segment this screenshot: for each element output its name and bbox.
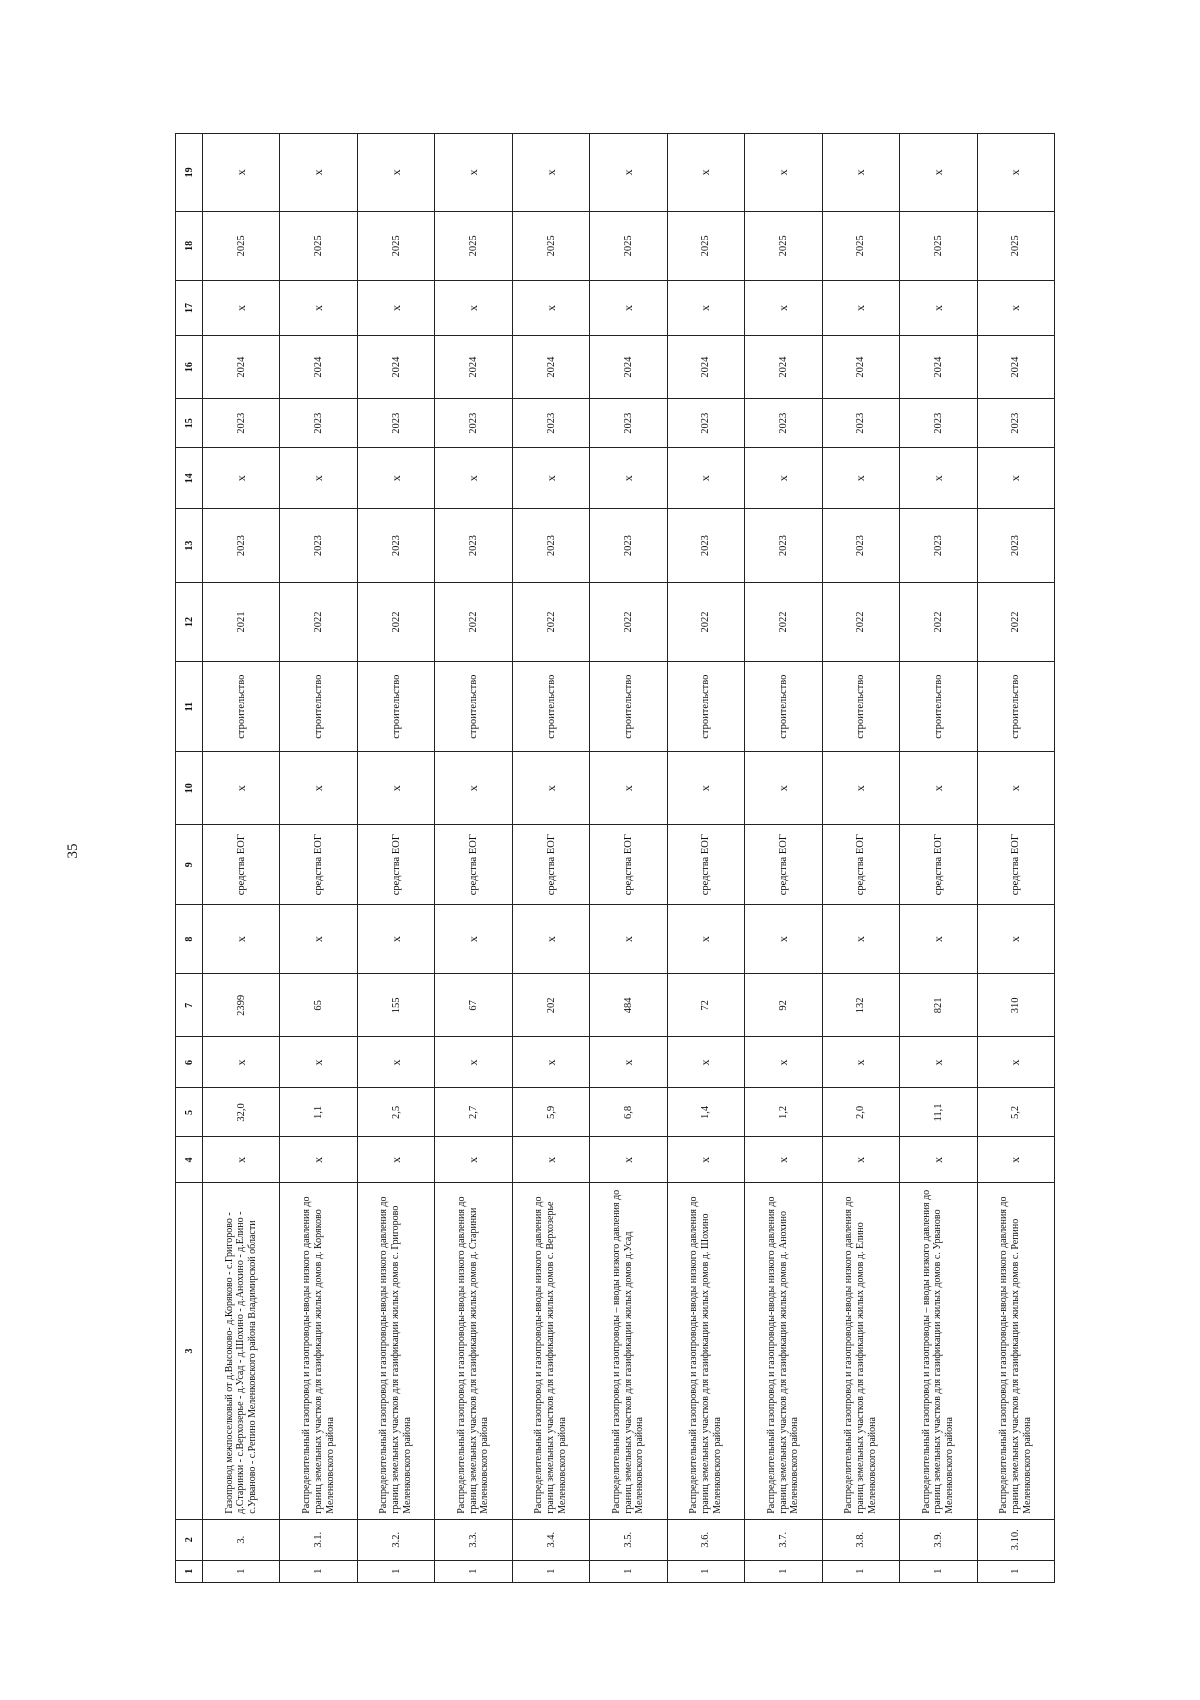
table-row — [435, 134, 512, 1583]
table-row — [745, 134, 822, 1583]
table-cell-col-1: 1 — [977, 1560, 1054, 1582]
table-cell-col-6: x — [203, 1037, 280, 1088]
table-cell-col-16: 2024 — [977, 336, 1054, 399]
table-row — [667, 134, 744, 1583]
column-number-11: 11 — [176, 662, 203, 752]
table-cell-col-6: x — [900, 1037, 977, 1088]
table-cell-col-8: x — [357, 904, 434, 973]
table-cell-col-5: 2,0 — [822, 1088, 899, 1137]
table-cell-col-14: x — [280, 448, 357, 509]
table-cell-col-19: x — [435, 134, 512, 212]
column-number-8: 8 — [176, 904, 203, 973]
column-number-17: 17 — [176, 280, 203, 335]
table-cell-col-10: x — [745, 752, 822, 825]
table-cell-col-1: 1 — [822, 1560, 899, 1582]
table-cell-col-19: x — [590, 134, 667, 212]
object-description-cell: Газопровод межпоселковый от д.Высоково- д.Коряково - с.Григорово - д.Старинки - с.Верхозерье - д.Усад - д.Шохино - д.Анохино - д.Елино - с.Урваново - с.Репино Меленковского района Владимирской области — [203, 1183, 280, 1520]
table-cell-col-16: 2024 — [512, 336, 589, 399]
table-cell-col-5: 1,1 — [280, 1088, 357, 1137]
table-cell-col-8: x — [203, 904, 280, 973]
page-number: 35 — [65, 843, 81, 859]
table-cell-col-14: x — [512, 448, 589, 509]
table-cell-col-18: 2025 — [280, 211, 357, 280]
table-cell-col-11: строительство — [512, 662, 589, 752]
table-cell-col-2: 3.2. — [357, 1519, 434, 1560]
table-cell-col-4: x — [822, 1137, 899, 1183]
table-cell-col-5: 1,4 — [667, 1088, 744, 1137]
table-cell-col-5: 6,8 — [590, 1088, 667, 1137]
column-number-7: 7 — [176, 974, 203, 1037]
table-cell-col-15: 2023 — [745, 399, 822, 448]
table-cell-col-4: x — [590, 1137, 667, 1183]
table-cell-col-17: x — [745, 280, 822, 335]
column-number-4: 4 — [176, 1137, 203, 1183]
table-cell-col-11: строительство — [280, 662, 357, 752]
table-cell-col-12: 2022 — [667, 582, 744, 662]
table-cell-col-8: x — [590, 904, 667, 973]
table-cell-col-2: 3.3. — [435, 1519, 512, 1560]
table-cell-col-12: 2022 — [590, 582, 667, 662]
table-cell-col-13: 2023 — [512, 509, 589, 582]
table-cell-col-16: 2024 — [280, 336, 357, 399]
table-cell-col-12: 2022 — [357, 582, 434, 662]
table-cell-col-8: x — [280, 904, 357, 973]
table-cell-col-14: x — [822, 448, 899, 509]
table-cell-col-14: x — [977, 448, 1054, 509]
object-description-cell: Распределительный газопровод и газопроводы-вводы низкого давления до границ земельных участков для газификации жилых домов с. Репино Меленковского района — [977, 1183, 1054, 1520]
table-cell-col-9: средства ЕОГ — [822, 825, 899, 905]
table-cell-col-13: 2023 — [822, 509, 899, 582]
table-cell-col-11: строительство — [900, 662, 977, 752]
table-cell-col-4: x — [357, 1137, 434, 1183]
table-cell-col-1: 1 — [357, 1560, 434, 1582]
object-description-cell: Распределительный газопровод и газопроводы-вводы низкого давления до границ земельных участков для газификации жилых домов д. Старинки Меленковского района — [435, 1183, 512, 1520]
table-cell-col-10: x — [900, 752, 977, 825]
table-cell-col-19: x — [512, 134, 589, 212]
table-cell-col-18: 2025 — [900, 211, 977, 280]
table-cell-col-4: x — [203, 1137, 280, 1183]
column-number-6: 6 — [176, 1037, 203, 1088]
table-cell-col-4: x — [900, 1137, 977, 1183]
table-cell-col-18: 2025 — [512, 211, 589, 280]
table-cell-col-4: x — [435, 1137, 512, 1183]
table-cell-col-14: x — [900, 448, 977, 509]
table-cell-col-9: средства ЕОГ — [203, 825, 280, 905]
table-cell-col-2: 3.10. — [977, 1519, 1054, 1560]
table-cell-col-13: 2023 — [900, 509, 977, 582]
table-cell-col-7: 67 — [435, 974, 512, 1037]
table-cell-col-9: средства ЕОГ — [357, 825, 434, 905]
table-cell-col-15: 2023 — [280, 399, 357, 448]
table-cell-col-9: средства ЕОГ — [280, 825, 357, 905]
table-cell-col-18: 2025 — [667, 211, 744, 280]
table-row — [590, 134, 667, 1583]
table-cell-col-14: x — [435, 448, 512, 509]
table-cell-col-1: 1 — [280, 1560, 357, 1582]
table-cell-col-6: x — [745, 1037, 822, 1088]
table-cell-col-16: 2024 — [590, 336, 667, 399]
object-description-cell: Распределительный газопровод и газопроводы-вводы низкого давления до границ земельных участков для газификации жилых домов д. Анохино Меленковского района — [745, 1183, 822, 1520]
table-cell-col-7: 155 — [357, 974, 434, 1037]
table-cell-col-15: 2023 — [203, 399, 280, 448]
table-cell-col-6: x — [590, 1037, 667, 1088]
table-cell-col-17: x — [435, 280, 512, 335]
table-cell-col-2: 3.7. — [745, 1519, 822, 1560]
table-cell-col-15: 2023 — [900, 399, 977, 448]
table-cell-col-2: 3.9. — [900, 1519, 977, 1560]
table-cell-col-6: x — [822, 1037, 899, 1088]
table-row — [900, 134, 977, 1583]
table-cell-col-19: x — [977, 134, 1054, 212]
gas-pipeline-table — [175, 133, 1055, 1583]
table-cell-col-5: 5,9 — [512, 1088, 589, 1137]
table-cell-col-11: строительство — [435, 662, 512, 752]
table-cell-col-10: x — [203, 752, 280, 825]
table-cell-col-9: средства ЕОГ — [900, 825, 977, 905]
table-cell-col-7: 484 — [590, 974, 667, 1037]
table-cell-col-17: x — [667, 280, 744, 335]
table-cell-col-16: 2024 — [667, 336, 744, 399]
table-cell-col-1: 1 — [667, 1560, 744, 1582]
table-cell-col-7: 92 — [745, 974, 822, 1037]
table-cell-col-12: 2022 — [977, 582, 1054, 662]
table-cell-col-13: 2023 — [280, 509, 357, 582]
table-cell-col-12: 2022 — [900, 582, 977, 662]
table-cell-col-16: 2024 — [203, 336, 280, 399]
table-cell-col-12: 2022 — [822, 582, 899, 662]
table-cell-col-16: 2024 — [900, 336, 977, 399]
table-cell-col-17: x — [900, 280, 977, 335]
table-cell-col-14: x — [590, 448, 667, 509]
table-cell-col-16: 2024 — [822, 336, 899, 399]
table-cell-col-17: x — [203, 280, 280, 335]
table-cell-col-15: 2023 — [357, 399, 434, 448]
column-number-9: 9 — [176, 825, 203, 905]
column-number-12: 12 — [176, 582, 203, 662]
column-number-13: 13 — [176, 509, 203, 582]
table-cell-col-7: 821 — [900, 974, 977, 1037]
table-cell-col-5: 32,0 — [203, 1088, 280, 1137]
table-cell-col-17: x — [977, 280, 1054, 335]
header-row — [176, 134, 203, 1583]
table-cell-col-7: 72 — [667, 974, 744, 1037]
table-cell-col-10: x — [667, 752, 744, 825]
table-cell-col-15: 2023 — [977, 399, 1054, 448]
table-cell-col-17: x — [357, 280, 434, 335]
table-cell-col-2: 3.5. — [590, 1519, 667, 1560]
column-number-15: 15 — [176, 399, 203, 448]
table-cell-col-11: строительство — [667, 662, 744, 752]
table-cell-col-7: 310 — [977, 974, 1054, 1037]
table-cell-col-17: x — [590, 280, 667, 335]
object-description-cell: Распределительный газопровод и газопроводы-вводы низкого давления до границ земельных участков для газификации жилых домов д. Елино Меленковского района — [822, 1183, 899, 1520]
table-cell-col-16: 2024 — [357, 336, 434, 399]
table-cell-col-13: 2023 — [203, 509, 280, 582]
table-cell-col-4: x — [745, 1137, 822, 1183]
table-cell-col-15: 2023 — [822, 399, 899, 448]
table-cell-col-8: x — [900, 904, 977, 973]
table-cell-col-12: 2021 — [203, 582, 280, 662]
table-cell-col-4: x — [667, 1137, 744, 1183]
object-description-cell: Распределительный газопровод и газопроводы – вводы низкого давления до границ земельных участков для газификации жилых домов д.Усад Меленковского района — [590, 1183, 667, 1520]
table-cell-col-5: 2,5 — [357, 1088, 434, 1137]
table-cell-col-2: 3.6. — [667, 1519, 744, 1560]
table-cell-col-11: строительство — [203, 662, 280, 752]
table-cell-col-10: x — [357, 752, 434, 825]
table-cell-col-17: x — [822, 280, 899, 335]
table-cell-col-19: x — [667, 134, 744, 212]
table-cell-col-6: x — [280, 1037, 357, 1088]
column-number-1: 1 — [176, 1560, 203, 1582]
rotated-table-container — [175, 133, 1055, 1583]
table-cell-col-6: x — [667, 1037, 744, 1088]
table-row — [512, 134, 589, 1583]
table-cell-col-11: строительство — [977, 662, 1054, 752]
table-cell-col-4: x — [977, 1137, 1054, 1183]
table-cell-col-8: x — [512, 904, 589, 973]
table-cell-col-19: x — [745, 134, 822, 212]
table-cell-col-11: строительство — [357, 662, 434, 752]
table-cell-col-7: 2399 — [203, 974, 280, 1037]
table-cell-col-18: 2025 — [745, 211, 822, 280]
table-cell-col-18: 2025 — [435, 211, 512, 280]
table-cell-col-15: 2023 — [590, 399, 667, 448]
column-number-19: 19 — [176, 134, 203, 212]
table-cell-col-13: 2023 — [357, 509, 434, 582]
table-cell-col-13: 2023 — [977, 509, 1054, 582]
table-cell-col-6: x — [512, 1037, 589, 1088]
table-cell-col-11: строительство — [745, 662, 822, 752]
table-cell-col-15: 2023 — [435, 399, 512, 448]
table-cell-col-6: x — [977, 1037, 1054, 1088]
table-cell-col-14: x — [357, 448, 434, 509]
table-cell-col-9: средства ЕОГ — [745, 825, 822, 905]
table-cell-col-19: x — [203, 134, 280, 212]
object-description-cell: Распределительный газопровод и газопроводы-вводы низкого давления до границ земельных участков для газификации жилых домов д. Шохино Меленковского района — [667, 1183, 744, 1520]
table-cell-col-12: 2022 — [280, 582, 357, 662]
table-cell-col-9: средства ЕОГ — [435, 825, 512, 905]
table-cell-col-17: x — [280, 280, 357, 335]
object-description-cell: Распределительный газопровод и газопроводы-вводы низкого давления до границ земельных участков для газификации жилых домов с. Григорово Меленковского района — [357, 1183, 434, 1520]
table-cell-col-15: 2023 — [667, 399, 744, 448]
table-cell-col-1: 1 — [590, 1560, 667, 1582]
table-cell-col-19: x — [822, 134, 899, 212]
table-cell-col-18: 2025 — [203, 211, 280, 280]
column-number-18: 18 — [176, 211, 203, 280]
table-cell-col-9: средства ЕОГ — [590, 825, 667, 905]
table-cell-col-10: x — [512, 752, 589, 825]
table-cell-col-14: x — [667, 448, 744, 509]
column-number-2: 2 — [176, 1519, 203, 1560]
table-cell-col-8: x — [977, 904, 1054, 973]
table-cell-col-12: 2022 — [435, 582, 512, 662]
table-cell-col-2: 3.1. — [280, 1519, 357, 1560]
table-cell-col-10: x — [977, 752, 1054, 825]
table-cell-col-12: 2022 — [745, 582, 822, 662]
table-cell-col-7: 202 — [512, 974, 589, 1037]
table-cell-col-1: 1 — [435, 1560, 512, 1582]
table-cell-col-14: x — [203, 448, 280, 509]
column-number-16: 16 — [176, 336, 203, 399]
object-description-cell: Распределительный газопровод и газопроводы-вводы низкого давления до границ земельных участков для газификации жилых домов с. Верхозерье Меленковского района — [512, 1183, 589, 1520]
table-cell-col-8: x — [745, 904, 822, 973]
table-cell-col-4: x — [512, 1137, 589, 1183]
table-cell-col-13: 2023 — [745, 509, 822, 582]
table-row — [977, 134, 1054, 1583]
column-number-3: 3 — [176, 1183, 203, 1520]
table-cell-col-5: 1,2 — [745, 1088, 822, 1137]
table-cell-col-10: x — [280, 752, 357, 825]
table-cell-col-18: 2025 — [822, 211, 899, 280]
table-cell-col-12: 2022 — [512, 582, 589, 662]
table-cell-col-13: 2023 — [667, 509, 744, 582]
table-row — [822, 134, 899, 1583]
table-cell-col-16: 2024 — [745, 336, 822, 399]
table-cell-col-10: x — [590, 752, 667, 825]
object-description-cell: Распределительный газопровод и газопроводы – вводы низкого давления до границ земельных участков для газификации жилых домов с. Урваново Меленковского района — [900, 1183, 977, 1520]
table-cell-col-7: 132 — [822, 974, 899, 1037]
table-row — [357, 134, 434, 1583]
table-cell-col-14: x — [745, 448, 822, 509]
column-number-10: 10 — [176, 752, 203, 825]
table-cell-col-1: 1 — [512, 1560, 589, 1582]
table-cell-col-8: x — [822, 904, 899, 973]
table-cell-col-18: 2025 — [357, 211, 434, 280]
table-cell-col-4: x — [280, 1137, 357, 1183]
table-cell-col-1: 1 — [203, 1560, 280, 1582]
table-cell-col-5: 5,2 — [977, 1088, 1054, 1137]
table-cell-col-17: x — [512, 280, 589, 335]
table-cell-col-11: строительство — [822, 662, 899, 752]
table-cell-col-2: 3.4. — [512, 1519, 589, 1560]
object-description-cell: Распределительный газопровод и газопроводы-вводы низкого давления до границ земельных участков для газификации жилых домов д. Коряково Меленковского района — [280, 1183, 357, 1520]
table-cell-col-13: 2023 — [590, 509, 667, 582]
table-cell-col-13: 2023 — [435, 509, 512, 582]
table-cell-col-6: x — [357, 1037, 434, 1088]
table-cell-col-9: средства ЕОГ — [977, 825, 1054, 905]
table-cell-col-1: 1 — [745, 1560, 822, 1582]
table-cell-col-18: 2025 — [977, 211, 1054, 280]
table-cell-col-11: строительство — [590, 662, 667, 752]
table-cell-col-6: x — [435, 1037, 512, 1088]
table-cell-col-19: x — [900, 134, 977, 212]
table-cell-col-8: x — [435, 904, 512, 973]
column-number-14: 14 — [176, 448, 203, 509]
table-row — [203, 134, 280, 1583]
table-cell-col-9: средства ЕОГ — [512, 825, 589, 905]
table-cell-col-18: 2025 — [590, 211, 667, 280]
table-cell-col-15: 2023 — [512, 399, 589, 448]
table-cell-col-8: x — [667, 904, 744, 973]
table-cell-col-9: средства ЕОГ — [667, 825, 744, 905]
table-cell-col-2: 3.8. — [822, 1519, 899, 1560]
table-cell-col-10: x — [822, 752, 899, 825]
table-row — [280, 134, 357, 1583]
table-cell-col-1: 1 — [900, 1560, 977, 1582]
table-cell-col-10: x — [435, 752, 512, 825]
table-cell-col-16: 2024 — [435, 336, 512, 399]
table-cell-col-7: 65 — [280, 974, 357, 1037]
table-cell-col-2: 3. — [203, 1519, 280, 1560]
column-number-5: 5 — [176, 1088, 203, 1137]
table-cell-col-5: 2,7 — [435, 1088, 512, 1137]
table-cell-col-19: x — [280, 134, 357, 212]
table-cell-col-5: 11,1 — [900, 1088, 977, 1137]
table-cell-col-19: x — [357, 134, 434, 212]
